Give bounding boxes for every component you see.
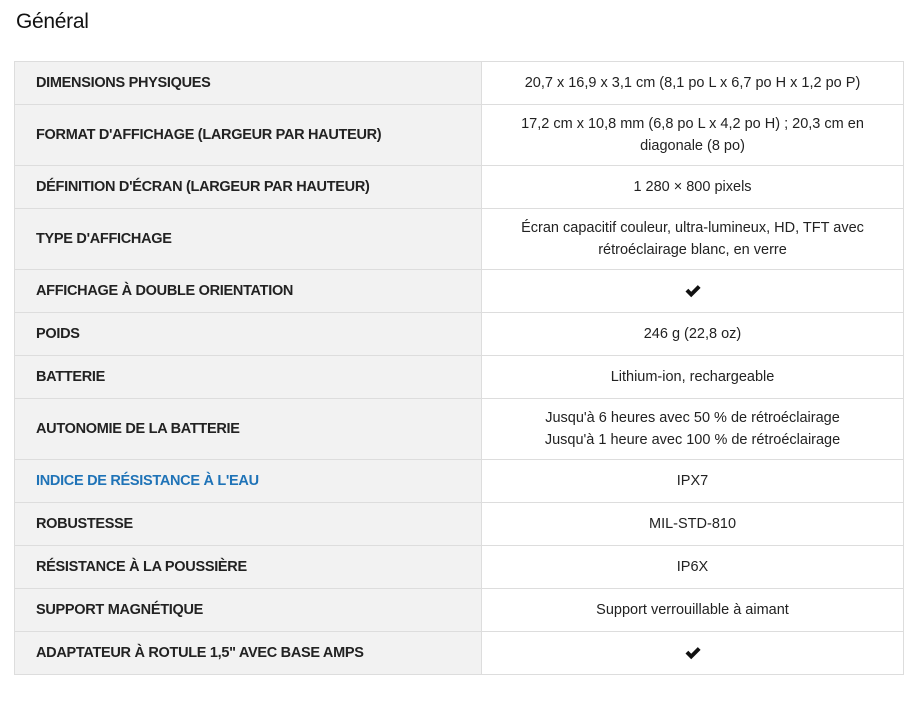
- spec-value: Lithium-ion, rechargeable: [482, 356, 904, 399]
- spec-label: BATTERIE: [15, 356, 482, 399]
- spec-label: DIMENSIONS PHYSIQUES: [15, 62, 482, 105]
- spec-row: [15, 62, 904, 105]
- spec-label: RÉSISTANCE À LA POUSSIÈRE: [15, 546, 482, 589]
- spec-value: 20,7 x 16,9 x 3,1 cm (8,1 po L x 6,7 po H x 1,2 po P): [482, 62, 904, 105]
- spec-row: [15, 166, 904, 209]
- spec-row: [15, 589, 904, 632]
- spec-label: AUTONOMIE DE LA BATTERIE: [15, 399, 482, 460]
- spec-row: [15, 270, 904, 313]
- spec-value: 1 280 × 800 pixels: [482, 166, 904, 209]
- spec-label: POIDS: [15, 313, 482, 356]
- spec-value: [482, 632, 904, 675]
- spec-value: Écran capacitif couleur, ultra-lumineux, HD, TFT avec rétroéclairage blanc, en verre: [482, 209, 904, 270]
- spec-row: [15, 313, 904, 356]
- spec-label: AFFICHAGE À DOUBLE ORIENTATION: [15, 270, 482, 313]
- spec-row: [15, 399, 904, 460]
- spec-value: Support verrouillable à aimant: [482, 589, 904, 632]
- spec-row: [15, 632, 904, 675]
- spec-label: SUPPORT MAGNÉTIQUE: [15, 589, 482, 632]
- spec-row: [15, 546, 904, 589]
- spec-label: ROBUSTESSE: [15, 503, 482, 546]
- spec-label: TYPE D'AFFICHAGE: [15, 209, 482, 270]
- checkmark-icon: [684, 282, 702, 300]
- spec-label: ADAPTATEUR À ROTULE 1,5" AVEC BASE AMPS: [15, 632, 482, 675]
- spec-label: DÉFINITION D'ÉCRAN (LARGEUR PAR HAUTEUR): [15, 166, 482, 209]
- section-title: Général: [16, 10, 89, 33]
- spec-value: MIL-STD-810: [482, 503, 904, 546]
- spec-table: [14, 61, 904, 675]
- spec-value: IPX7: [482, 460, 904, 503]
- spec-value: 17,2 cm x 10,8 mm (6,8 po L x 4,2 po H) ; 20,3 cm en diagonale (8 po): [482, 105, 904, 166]
- spec-row: [15, 460, 904, 503]
- checkmark-icon: [684, 644, 702, 662]
- spec-value: Jusqu'à 6 heures avec 50 % de rétroéclairage Jusqu'à 1 heure avec 100 % de rétroéclairage: [482, 399, 904, 460]
- spec-row: [15, 209, 904, 270]
- spec-label: FORMAT D'AFFICHAGE (LARGEUR PAR HAUTEUR): [15, 105, 482, 166]
- spec-value: IP6X: [482, 546, 904, 589]
- spec-row: [15, 356, 904, 399]
- water-rating-link[interactable]: INDICE DE RÉSISTANCE À L'EAU: [15, 460, 482, 503]
- spec-value: [482, 270, 904, 313]
- spec-value: 246 g (22,8 oz): [482, 313, 904, 356]
- spec-row: [15, 503, 904, 546]
- spec-row: [15, 105, 904, 166]
